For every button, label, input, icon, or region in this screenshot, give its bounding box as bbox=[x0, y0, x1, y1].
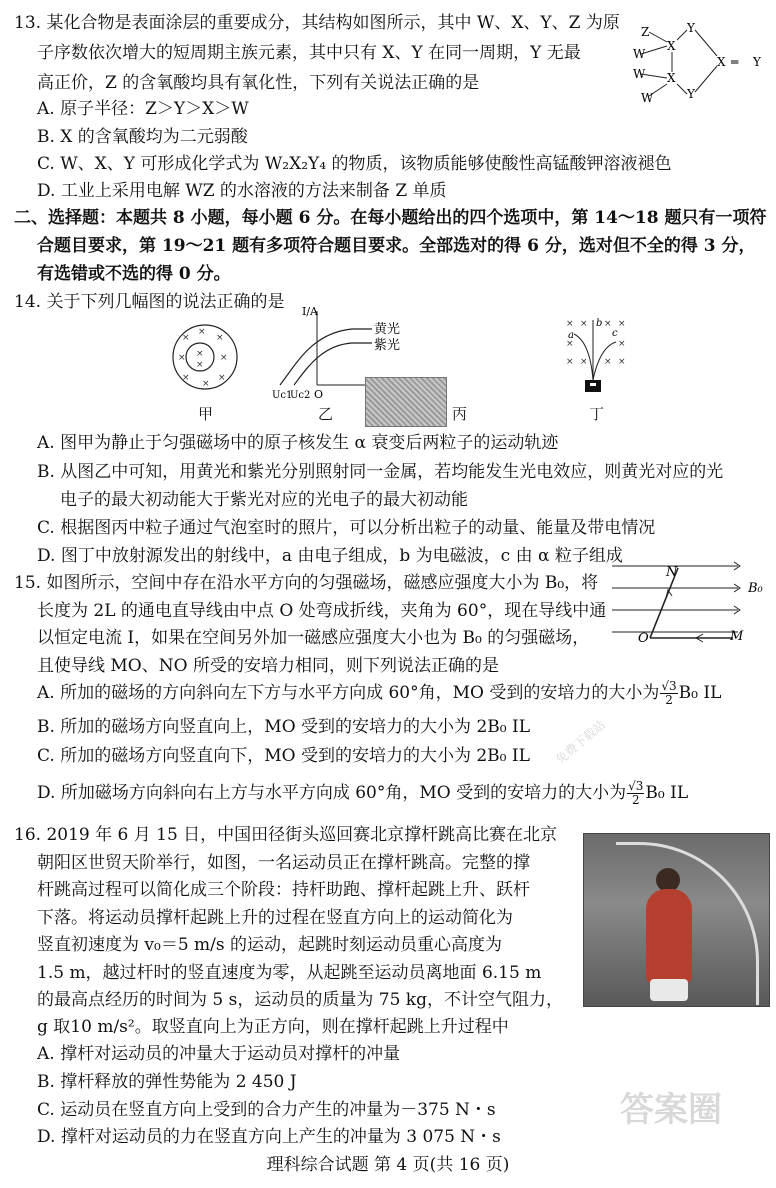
q14-fig-bing-label: 丙 bbox=[452, 405, 468, 423]
q15-option-d-text: D. 所加磁场方向斜向右上方与水平方向成 60°角，MO 受到的安培力的大小为 bbox=[37, 783, 627, 803]
q16-option-c: C. 运动员在竖直方向上受到的合力产生的冲量为－375 N・s bbox=[37, 1100, 496, 1120]
section2-line3: 有选错或不选的得 0 分。 bbox=[37, 264, 231, 284]
q15-option-d bbox=[37, 778, 688, 808]
q13-line2: 子序数依次增大的短周期主族元素，其中只有 X、Y 在同一周期，Y 无最 bbox=[37, 43, 581, 63]
label-o: O bbox=[638, 631, 649, 646]
athlete-legs bbox=[650, 979, 688, 1001]
q14-fig-yi-label: 乙 bbox=[318, 405, 334, 423]
atom-w1: W bbox=[633, 47, 646, 61]
q16-pole-vault-photo bbox=[583, 833, 770, 1007]
svg-text:×: × bbox=[202, 379, 210, 389]
page-footer: 理科综合试题 第 4 页(共 16 页) bbox=[266, 1155, 510, 1175]
svg-text:×: × bbox=[198, 327, 206, 337]
q15-line3: 以恒定电流 I，如果在空间另外加一磁感应强度大小也为 B₀ 的匀强磁场， bbox=[37, 628, 590, 648]
q15-option-c: C. 所加的磁场方向竖直向下，MO 受到的安培力的大小为 2B₀ IL bbox=[37, 746, 530, 766]
section2-line2: 合题目要求，第 19～21 题有多项符合题目要求。全部选对的得 6 分，选对但不全的得 3 分， bbox=[37, 236, 756, 256]
q14-option-c: C. 根据图丙中粒子通过气泡室时的照片，可以分析出粒子的动量、能量及带电情况 bbox=[37, 518, 656, 538]
q14-fig-bing-photo bbox=[365, 377, 447, 427]
atom-y1: Y bbox=[687, 21, 695, 35]
yi-yellow-label: 黄光 bbox=[374, 322, 401, 337]
q15-line2: 长度为 2L 的通电直导线由中点 O 处弯成折线，夹角为 60°，现在导线中通 bbox=[37, 601, 607, 621]
svg-text:×: × bbox=[196, 349, 204, 359]
q14-option-a: A. 图甲为静止于匀强磁场中的原子核发生 α 衰变后两粒子的运动轨迹 bbox=[37, 433, 559, 453]
ding-c: c bbox=[612, 328, 618, 339]
q16-line3: 杆跳高过程可以简化成三个阶段：持杆助跑、撑杆起跳上升、跃杆 bbox=[37, 880, 530, 900]
q13-line1: 13. 某化合物是表面涂层的重要成分，其结构如图所示，其中 W、X、Y、Z 为原 bbox=[14, 13, 620, 33]
q13-option-b: B. X 的含氧酸均为二元弱酸 bbox=[37, 127, 248, 147]
q13-line3: 高正价，Z 的含氧酸均具有氧化性，下列有关说法正确的是 bbox=[37, 73, 480, 93]
section2-line1: 二、选择题：本题共 8 小题，每小题 6 分。在每小题给出的四个选项中，第 14～18 题只有一项符 bbox=[14, 208, 767, 228]
q16-option-d: D. 撑杆对运动员的力在竖直方向上产生的冲量为 3 075 N・s bbox=[37, 1127, 501, 1147]
q13-option-c: C. W、X、Y 可形成化学式为 W₂X₂Y₄ 的物质，该物质能够使酸性高锰酸钾溶液褪色 bbox=[37, 154, 672, 174]
atom-y3: Y bbox=[753, 55, 761, 69]
q15-option-d-unit: B₀ IL bbox=[645, 783, 689, 803]
q15-option-a-unit: B₀ IL bbox=[678, 683, 722, 703]
svg-text:×: × bbox=[182, 373, 190, 383]
q16-line7: 的最高点经历的时间为 5 s，运动员的质量为 75 kg，不计空气阻力， bbox=[37, 990, 563, 1010]
svg-text:×: × bbox=[216, 333, 224, 343]
svg-text:×: × bbox=[196, 360, 204, 370]
yi-uc1: Uc1 bbox=[272, 390, 293, 401]
atom-x3: X bbox=[717, 55, 726, 69]
q13-option-d: D. 工业上采用电解 WZ 的水溶液的方法来制备 Z 单质 bbox=[37, 181, 447, 201]
q15-option-a bbox=[37, 678, 721, 708]
q16-option-a: A. 撑杆对运动员的冲量大于运动员对撑杆的冲量 bbox=[37, 1044, 401, 1064]
svg-text:×: × bbox=[220, 353, 228, 363]
atom-y2: Y bbox=[687, 87, 695, 101]
ding-b: b bbox=[596, 318, 603, 329]
q16-line8: g 取10 m/s²。取竖直向上为正方向，则在撑杆起跳上升过程中 bbox=[37, 1017, 509, 1037]
yi-ylabel: I/A bbox=[302, 305, 318, 318]
svg-text:×: × bbox=[566, 319, 574, 329]
atom-x1: X bbox=[667, 39, 676, 53]
q14-option-d: D. 图丁中放射源发出的射线中，a 由电子组成，b 为电磁波，c 由 α 粒子组成 bbox=[37, 546, 623, 566]
atom-w2: W bbox=[633, 67, 646, 81]
watermark-logo: 答案圈 bbox=[620, 1090, 722, 1130]
watermark-diagonal: 免费下载站 bbox=[553, 717, 609, 767]
q16-line5: 竖直初速度为 v₀＝5 m/s 的运动，起跳时刻运动员重心高度为 bbox=[37, 935, 503, 955]
yi-origin: O bbox=[314, 388, 324, 401]
yi-purple-label: 紫光 bbox=[374, 338, 401, 353]
svg-text:×: × bbox=[178, 353, 186, 363]
q15-option-d-fraction: $\frac{√3}{2}$ bbox=[628, 779, 644, 807]
q13-option-a: A. 原子半径：Z＞Y＞X＞W bbox=[37, 99, 249, 119]
svg-text:×: × bbox=[618, 319, 626, 329]
q16-line4: 下落。将运动员撑杆起跳上升的过程在竖直方向上的运动简化为 bbox=[37, 908, 513, 928]
q16-line2: 朝阳区世贸天阶举行，如图，一名运动员正在撑杆跳高。完整的撑 bbox=[37, 853, 530, 873]
svg-text:×: × bbox=[618, 339, 626, 349]
svg-text:×: × bbox=[604, 357, 612, 367]
q15-line4: 且使导线 MO、NO 所受的安培力相同，则下列说法正确的是 bbox=[37, 656, 499, 676]
yi-uc2: Uc2 bbox=[290, 390, 311, 401]
q16-option-b: B. 撑杆释放的弹性势能为 2 450 J bbox=[37, 1072, 297, 1092]
q15-option-b: B. 所加的磁场方向竖直向上，MO 受到的安培力的大小为 2B₀ IL bbox=[37, 717, 530, 737]
athlete-body bbox=[646, 889, 692, 984]
q16-line1: 16. 2019 年 6 月 15 日，中国田径街头巡回赛北京撑杆跳高比赛在北京 bbox=[14, 825, 558, 845]
double-bond: ═ bbox=[731, 55, 739, 69]
label-m: M bbox=[730, 629, 744, 644]
svg-text:×: × bbox=[566, 357, 574, 367]
q14-fig-jia bbox=[170, 322, 240, 392]
q14-fig-ding-label: 丁 bbox=[589, 405, 605, 423]
q13-structure-diagram bbox=[625, 20, 770, 110]
atom-w3: W bbox=[641, 91, 654, 105]
svg-text:×: × bbox=[218, 373, 226, 383]
svg-text:×: × bbox=[580, 357, 588, 367]
atom-x2: X bbox=[667, 71, 676, 85]
svg-text:×: × bbox=[566, 339, 574, 349]
q16-line6: 1.5 m，越过杆时的竖直速度为零，从起跳至运动员离地面 6.15 m bbox=[37, 963, 542, 983]
q15-field-diagram bbox=[608, 558, 773, 653]
svg-text:×: × bbox=[618, 357, 626, 367]
q14-fig-ding bbox=[560, 312, 630, 400]
label-b0: B₀ bbox=[748, 581, 763, 596]
label-n: N bbox=[666, 565, 678, 580]
q15-option-a-fraction: $\frac{√3}{2}$ bbox=[661, 679, 677, 707]
ding-a: a bbox=[568, 330, 574, 341]
svg-text:×: × bbox=[182, 333, 190, 343]
q14-fig-jia-label: 甲 bbox=[198, 405, 214, 423]
q14-stem: 14. 关于下列几幅图的说法正确的是 bbox=[14, 292, 285, 312]
q15-line1: 15. 如图所示，空间中存在沿水平方向的匀强磁场，磁感应强度大小为 B₀，将 bbox=[14, 573, 599, 593]
q14-option-b1: B. 从图乙中可知，用黄光和紫光分别照射同一金属，若均能发生光电效应，则黄光对应的光 bbox=[37, 462, 724, 482]
q15-option-a-text: A. 所加的磁场的方向斜向左下方与水平方向成 60°角，MO 受到的安培力的大小为 bbox=[37, 683, 660, 703]
svg-text:×: × bbox=[580, 319, 588, 329]
q14-option-b2: 电子的最大初动能大于紫光对应的光电子的最大初动能 bbox=[60, 490, 468, 510]
atom-z: Z bbox=[641, 25, 650, 39]
svg-text:×: × bbox=[604, 319, 612, 329]
